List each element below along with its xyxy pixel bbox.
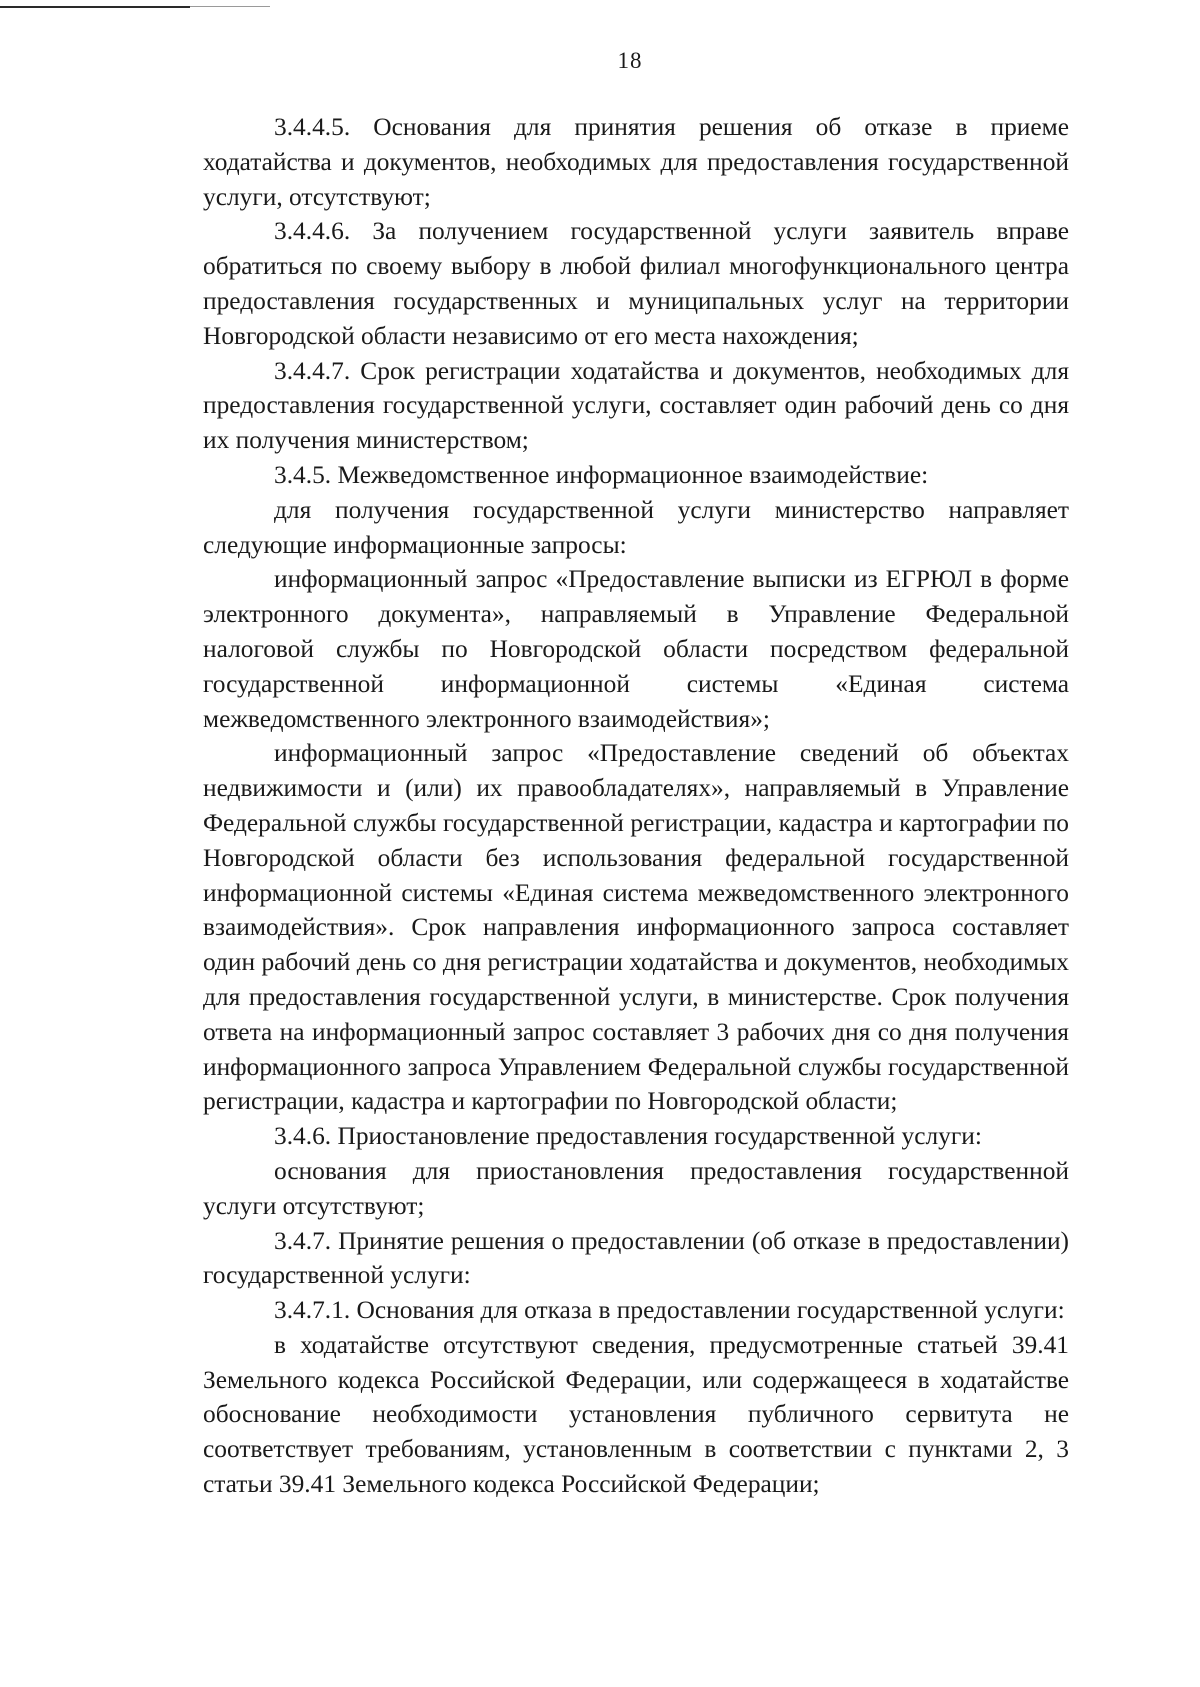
page-number: 18 (617, 48, 643, 73)
document-body (203, 110, 1069, 1502)
paragraph-3-4-5-heading: 3.4.5. Межведомственное информационное взаимодействие: (274, 460, 929, 489)
paragraph-3-4-4-6: 3.4.4.6. За получением государственной услуги заявитель вправе обратиться по своему выбору в любой филиал многофункционального центра предоставления государственных и муниципальных услуг на территории Новгородской области независимо от его места нахождения; (203, 217, 1069, 350)
paragraph-3-4-4-7: 3.4.4.7. Срок регистрации ходатайства и документов, необходимых для предоставления государственной услуги, составляет один рабочий день со дня их получения министерством; (203, 356, 1069, 455)
paragraph-request-egrul: информационный запрос «Предоставление выписки из ЕГРЮЛ в форме электронного документа», направляемый в Управление Федеральной налоговой службы по Новгородской области посредством федеральной государственной информационной системы «Единая система межведомственного электронного взаимодействия»; (203, 565, 1069, 733)
scan-edge-line (0, 6, 190, 8)
paragraph-3-4-7-1: 3.4.7.1. Основания для отказа в предоставлении государственной услуги: (274, 1296, 1065, 1325)
paragraph-requests-intro: для получения государственной услуги министерство направляет следующие информационные запросы: (203, 495, 1069, 559)
paragraph-3-4-6-heading: 3.4.6. Приостановление предоставления государственной услуги: (274, 1122, 982, 1151)
paragraph-3-4-7-heading: 3.4.7. Принятие решения о предоставлении (об отказе в предоставлении) государственной услуги: (203, 1226, 1069, 1290)
paragraph-suspension-grounds: основания для приостановления предоставления государственной услуги отсутствуют; (203, 1156, 1069, 1220)
paragraph-refusal-ground: в ходатайстве отсутствуют сведения, предусмотренные статьей 39.41 Земельного кодекса Российской Федерации, или содержащееся в ходатайстве обоснование необходимости установления публичного сервитута не соответствует требованиям, установленным в соответствии с пунктами 2, 3 статьи 39.41 Земельного кодекса Российской Федерации; (203, 1330, 1069, 1499)
paragraph-request-real-estate: информационный запрос «Предоставление сведений об объектах недвижимости и (или) их правообладателях», направляемый в Управление Федеральной службы государственной регистрации, кадастра и картографии по Новгородской области без использования федеральной государственной информационной системы «Единая система межведомственного электронного взаимодействия». Срок направления информационного запроса составляет один рабочий день со дня регистрации ходатайства и документов, необходимых для предоставления государственной услуги, в министерстве. Срок получения ответа на информационный запрос составляет 3 рабочих дня со дня получения информационного запроса Управлением Федеральной службы государственной регистрации, кадастра и картографии по Новгородской области; (203, 739, 1069, 1116)
scan-edge-line-faint (190, 6, 270, 7)
paragraph-3-4-4-5: 3.4.4.5. Основания для принятия решения об отказе в приеме ходатайства и документов, необходимых для предоставления государственной услуги, отсутствуют; (203, 113, 1069, 211)
